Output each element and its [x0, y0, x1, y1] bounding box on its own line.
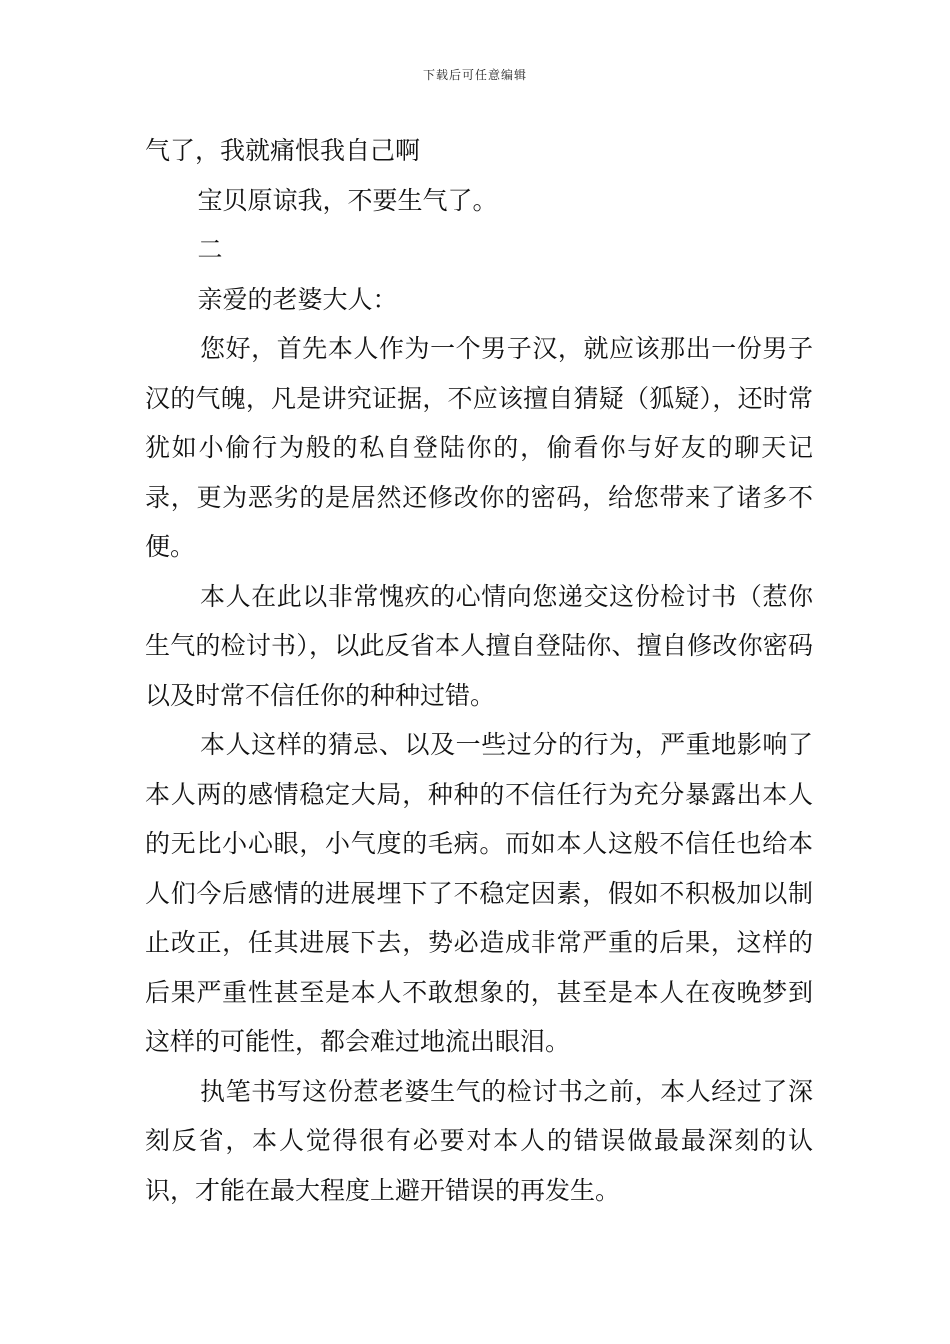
section-number: 二: [197, 235, 223, 264]
paragraph-reflection: 本人这样的猜忌、以及一些过分的行为，严重地影响了本人两的感情稳定大局，种种的不信任行为充分暴露出本人的无比小心眼，小气度的毛病。而如本人这般不信任也给本人们今后感情的进展埋下了不稳定因素，假如不积极加以制止改正，任其进展下去，势必造成非常严重的后果，这样的后果严重性甚至是本人不敢想象的，甚至是本人在夜晚梦到这样的可能性，都会难过地流出眼泪。: [145, 730, 813, 1056]
paragraph-resolution: 执笔书写这份惹老婆生气的检讨书之前，本人经过了深刻反省，本人觉得很有必要对本人的错误做最最深刻的认识，才能在最大程度上避开错误的再发生。: [145, 1076, 813, 1205]
paragraph-continuation: 气了，我就痛恨我自己啊: [145, 136, 421, 165]
salutation: 亲爱的老婆大人：: [197, 284, 398, 314]
page-header: 下载后可任意编辑: [422, 68, 527, 82]
paragraph-submission: 本人在此以非常愧疚的心情向您递交这份检讨书（惹你生气的检讨书），以此反省本人擅自登陆你、擅自修改你密码以及时常不信任你的种种过错。: [145, 581, 813, 710]
document-body: [145, 126, 813, 1215]
paragraph-greeting: 您好，首先本人作为一个男子汉，就应该那出一份男子汉的气魄，凡是讲究证据，不应该擅自猜疑（狐疑），还时常犹如小偷行为般的私自登陆你的，偷看你与好友的聊天记录，更为恶劣的是居然还修改你的密码，给您带来了诸多不便。: [145, 334, 813, 561]
paragraph-apology-closing: 宝贝原谅我，不要生气了。: [197, 185, 498, 215]
